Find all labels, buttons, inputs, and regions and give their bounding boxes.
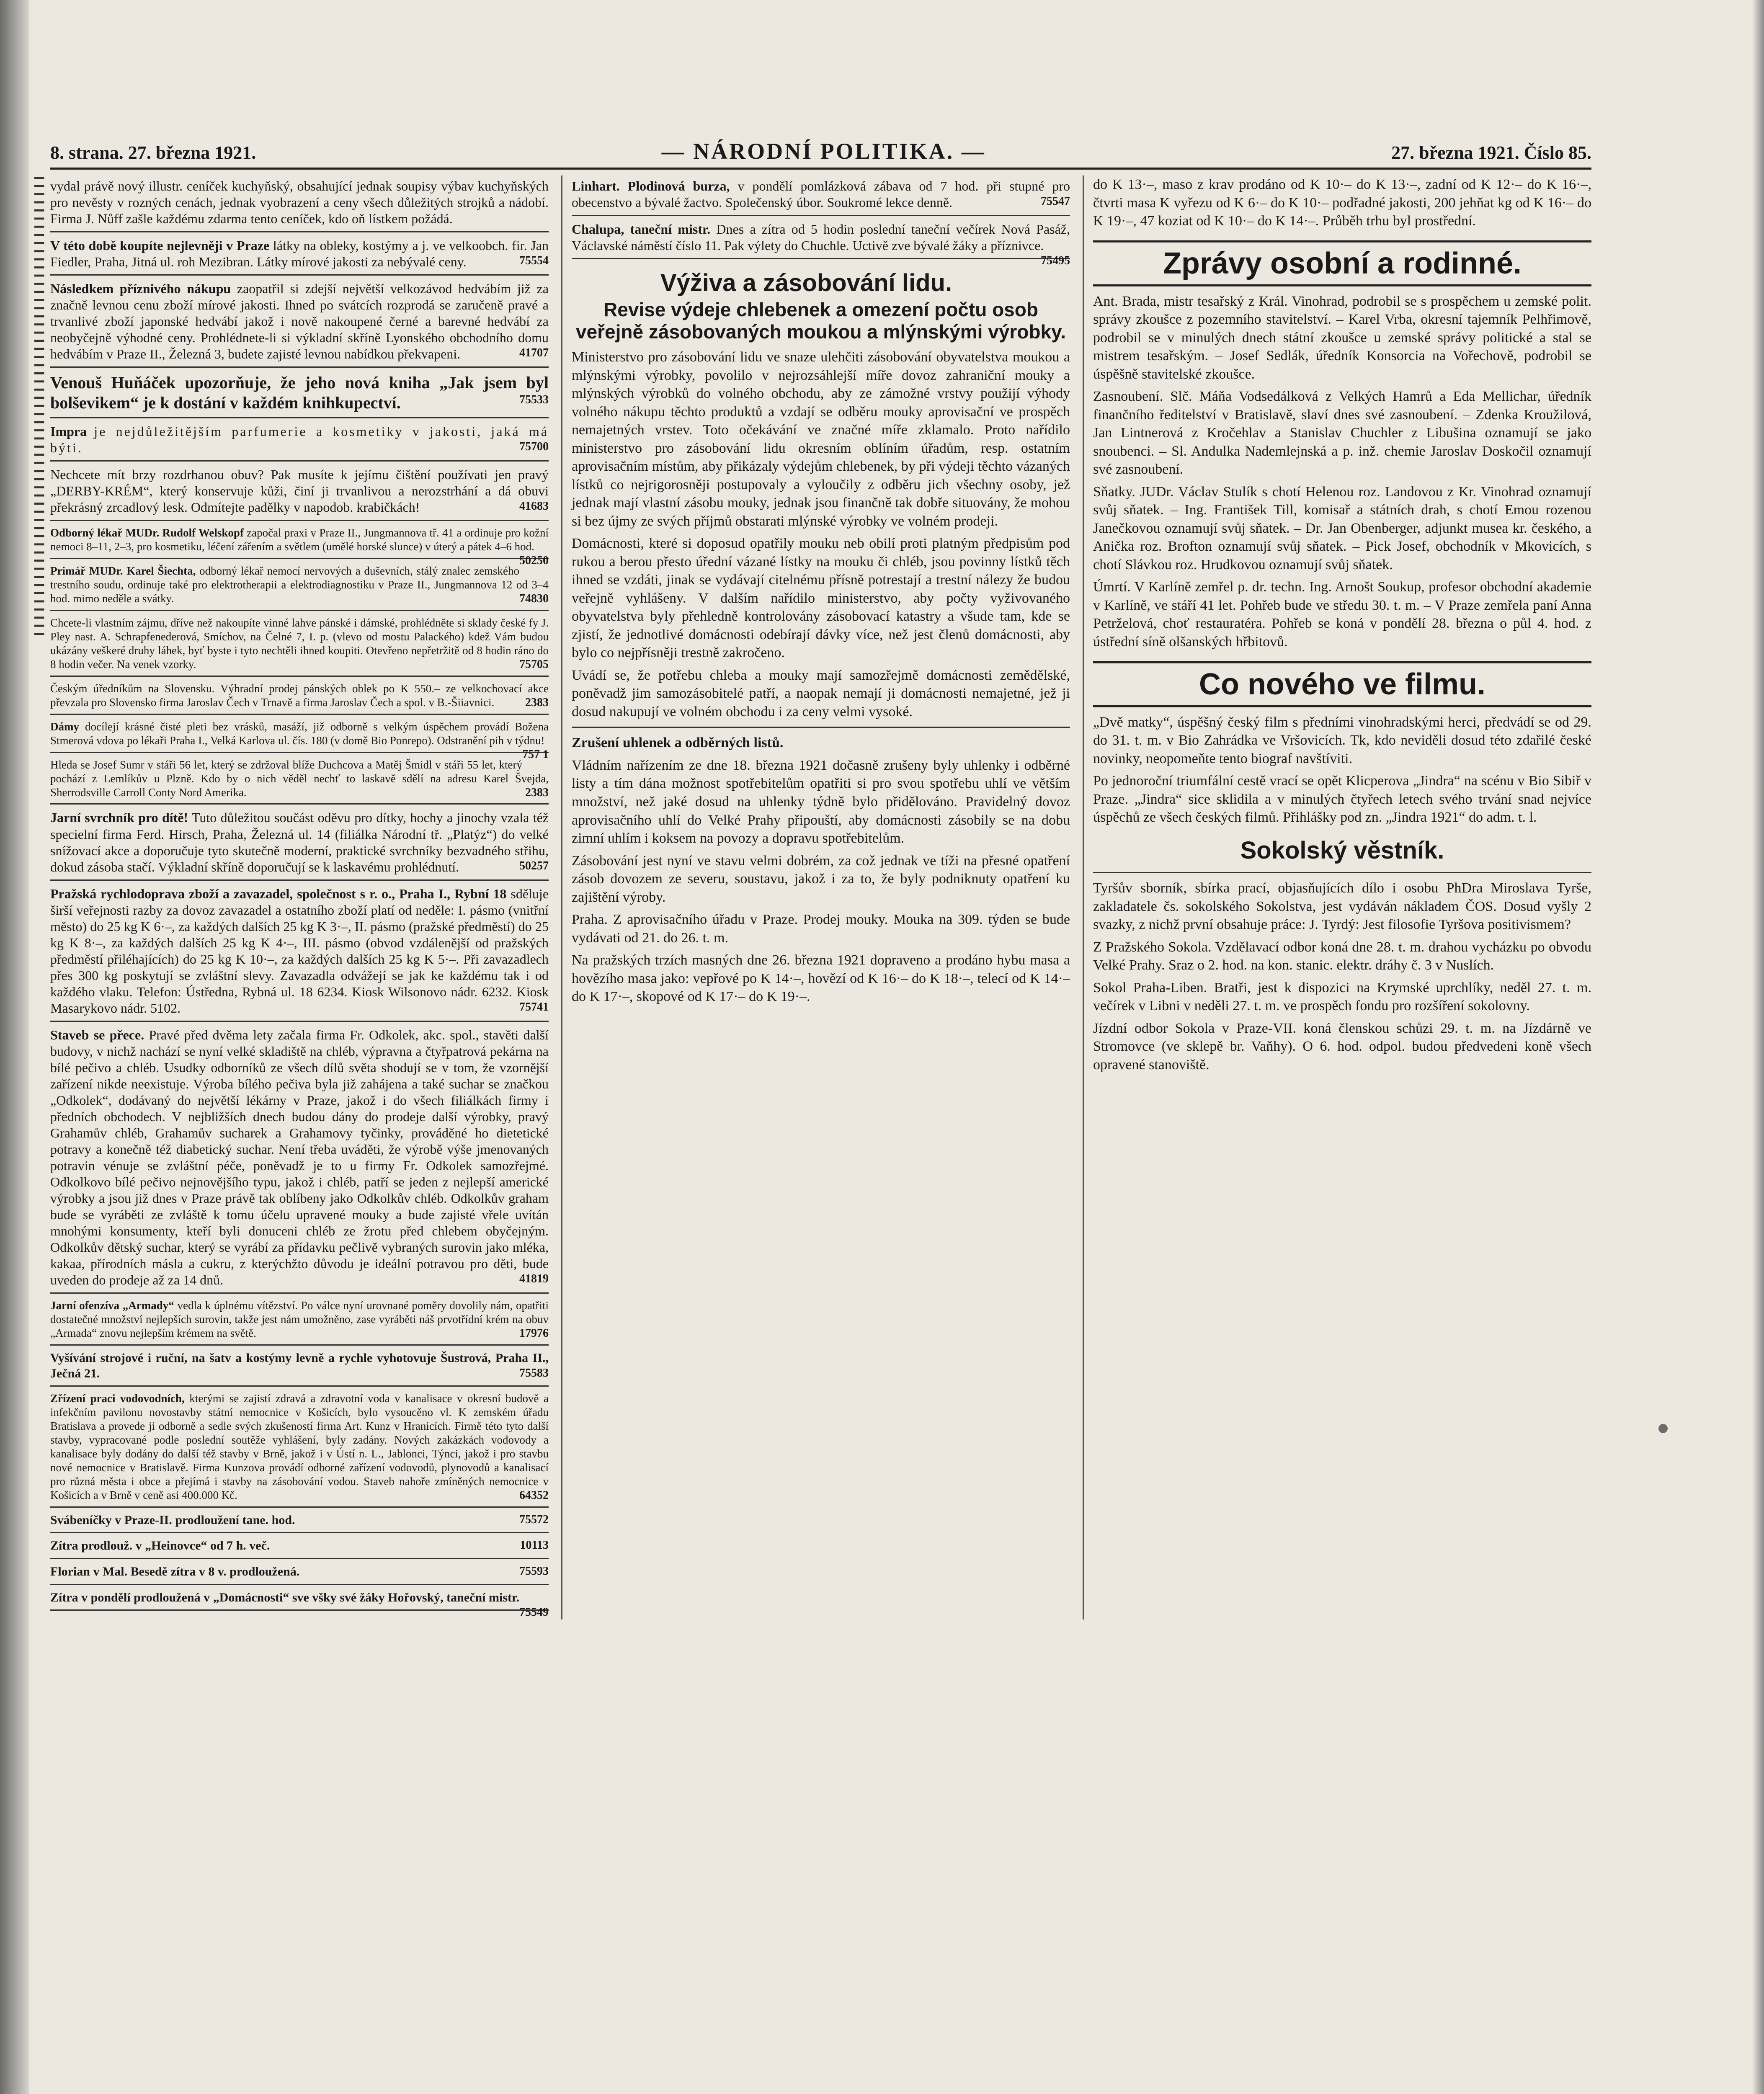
section-title-sokol: Sokolský věstník. — [1240, 836, 1444, 864]
advert-linhart: Linhart. Plodinová burza, v pondělí pomlázková zábava od 7 hod. při stupné pro obecenstvo a bývalé žactvo. Společenský úbor. Soukromé lekce denně. 75547 — [572, 175, 1070, 216]
section-paragraph: Vládním nařízením ze dne 18. března 1921 dočasně zrušeny byly uhlenky i odběrné listy a tím dána možnost spotřebitelům opatřiti si pro svou spotřebu uhlí ve větším množství, než jaké dosud na uhlenky týdně bylo přidělováno. Pravidelný dovoz aprovisačního uhlí do Velké Prahy připouští, aby domácnosti zásobily se na dobu zimní uhlím i koksem na povozy a dopravu spotřebitelům. — [572, 757, 1070, 846]
header-left: 8. strana. 27. března 1921. — [50, 142, 256, 163]
advert-20: Zítra prodlouž. v „Heinovce“ od 7 h. več. 10113 — [50, 1536, 549, 1559]
section-title-film: Co nového ve filmu. — [1093, 661, 1591, 707]
article-subtitle: Revise výdeje chlebenek a omezení počtu osob veřejně zásobovaných moukou a mlýnskými výrobky. — [575, 299, 1066, 343]
article-heading — [572, 268, 1070, 343]
advert-7: Odborný lékař MUDr. Rudolf Welskopf započal praxi v Praze II., Jungmannova tř. 41 a ordinuje pro kožní nemoci 8–11, 2–3, pro kosmetiku, léčení zářením a světlem (umělé horské slunce) v úterý a pátek 4–6 hod. 50250 — [50, 524, 549, 559]
advert-15: Staveb se přece. Pravé před dvěma lety začala firma Fr. Odkolek, akc. spol., stavěti další budovy, v nichž nachází se nyní velké skladiště na chléb, výpravna a čtyřpatrová pekárna na bílé pečivo a chléb. Usudky odborníků ze všech dílů světa shodují se v tom, že vzornější zařízení nikde neexistuje. Výroba bílého pečiva byla již zahájena a také suchar se značkou „Odkolek“, dodávaný do největší lékárny v Praze, jakož i do všech filiálkách firmy i předních obchodech. V nejbližších dnech budou dány do prodeje další výrobky, pravý Grahamův chléb, Grahamův sucharek a Grahamovy tyčinky, prováděné ho dietetické potravy a konečně též diabetický suchar. Není třeba uváděti, že výrobě výše jmenovaných potravin vénuje se zvláštní péče, poněvadž je to u firmy Fr. Odkolek samozřejmé. Odkolkovo bílé pečivo nejnovějšího typu, jakož i chléb, patří se jeden z nejlepší americké výrobky a jsou již dnes v Praze právě tak oblíbeny jako Odkolkův chléb. Odkolkův graham bude se vyráběti ze zvláště k tomu účelu upravené mouky a bude zajisté vřele uvítán mnohými konsumenty, kteří byli donuceni chléb ze žrotu před chlebem obyčejným. Odkolkův dětský suchar, který se vyrábí za přídavku pečlivě vybraných surovin jako mléka, kakaa, přírodních másla a cukru, z kterýchžto důvodu je ideální potravou pro děti, bude uveden do prodeje až za 14 dnů. 41819 — [50, 1024, 549, 1294]
film-paragraph: „Dvě matky“, úspěšný český film s předními vinohradskými herci, předvádí se od 29. do 31. t. m. v Bio Zahrádka ve Vršovicích. Tk, kdo neviděli dosud této zdařilé české novinky, neopomeňte tento biograf navštíviti. — [1093, 714, 1591, 766]
advert-18: Zřízení praci vodovodních, kterými se zajistí zdravá a zdravotní voda v kanalisace v okresní budově a infekčním pavilonu novostavby státní nemocnice v Košicích, bylo vysoucěno vl. K zemském úřadu Bratislava a provede ji odborně a sedle svých zkušeností firma Art. Kunz v Hranicích. Firmě této tyto další stavby, vypracované podle poslední soutěže vyhlášení, byly zadány. Nových zakázkách vodovody a kanalisace byly dodány do další též stavby v Brně, jakož i v Ústí n. L., Jablonci, Týnci, jakož i pro stavbu nové nemocnice v Bratislavě. Firma Kunzova provádí odborné zařízení vodovodů, plynovodů a kanalisací pro různá města i obce a přejímá i stavby na zásobování vodou. Staveb nahoře zmíněných nemocnice v Košicích a v Brně v ceně asi 400.000 Kč. 64352 — [50, 1389, 549, 1508]
advert-6: Nechcete mít brzy rozdrhanou obuv? Pak musíte k jejímu čištění používati jen pravý „DERBY-KRÉM“, který konservuje kůži, činí ji trvanlivou a nerozstrhání a dá obuvi překrásný zrcadlový lesk. Odmítejte padělky v napodob. krabičkách! 41683 — [50, 464, 549, 521]
advert-3: Následkem příznivého nákupu zaopatřil si zdejší největší velkozávod hedvábím již za značně levnou cenu zboží mírové jakosti. Ihned po svátcích rozprodá se zaručeně pravé a trvanlivé zboží japonské hedvábí jakož i nově nakoupené černé a barevné hedvábí za neobyčejně výhodné ceny. Prohlédnete-li si výkladní skříně Lyonského obchodního domu hedvábím v Praze II., Železná 3, budete zajisté levnou nabídkou překvapeni. 41707 — [50, 278, 549, 368]
advert-4: Venouš Huňáček upozorňuje, že jeho nová kniha „Jak jsem byl bolševikem“ je k dostání v každém knihkupectví. 75533 — [50, 370, 549, 418]
advert-chalupa: Chalupa, taneční mistr. Dnes a zítra od 5 hodin poslední taneční večírek Nová Pasáž, Václavské náměstí číslo 11. Pak výlety do Chuchle. Uctivě zve bývalé žáky a příznivce. 75495 — [572, 219, 1070, 259]
advert-10: Českým úředníkům na Slovensku. Výhradní prodej pánských oblek po K 550.– ze velkochovací akce převzala pro Slovensko firma Jaroslav Čech v Trnavě a firma Jaroslav Čech a spol. v B.-Šiiavnici. 2383 — [50, 679, 549, 715]
advert-19: Svábeníčky v Praze-II. prodloužení tane. hod. 75572 — [50, 1510, 549, 1534]
advert-9: Chcete-li vlastním zájmu, dříve než nakoupíte vinné lahve pánské i dámské, prohlédněte si sklady české fy J. Pley nast. A. Schrapfenederová, Smíchov, na Čelné 7, I. p. (vlevo od mostu Palackého) kdež Vám budou ukázány veškeré druhy láhek, byť byste i tyto nechtěli ihned koupiti. Otevřeno nepřetržitě od 8 hodin ráno do 8 hodin večer. Na venek vzorky. 75705 — [50, 614, 549, 677]
columns — [50, 175, 1591, 1619]
advert-1: vydal právě nový illustr. ceníček kuchyňský, obsahující jednak soupisy výbav kuchyňských pro nevěsty v rozných cenách, jednak vyobrazení a ceny všech důležitých strojků a nádobí. Firma J. Nůff zašle každému zdarma tento ceníček, kdo oň lístkem požádá. — [50, 175, 549, 232]
advert-2: V této době koupíte nejlevněji v Praze látky na obleky, kostýmy a j. ve velkoobch. fir. Jan Fiedler, Praha, Jitná ul. roh Mezibran. Látky mírové jakosti za nebývalé ceny. 75554 — [50, 235, 549, 276]
advert-13: Jarní svrchník pro dítě! Tuto důležitou součást oděvu pro dítky, hochy a jinochy vzala též specielní firma Ferd. Hirsch, Praha, Železná ul. 14 (filiálka Národní tř. „Platýz“) do velké snížovací akce a doporučuje tyto skutečně moderní, praktické svrchníky bezvadného střihu, dokud zásoba stačí. Výkladní skříně doporučují se k laskavému prohlédnutí. 50257 — [50, 807, 549, 880]
section-paragraph: Zásobování jest nyní ve stavu velmi dobrém, za což jednak ve tíži na přesné opatření zásob dovozem ze severu, soustavu, jakož i za to, že byly podniknuty opatření ku zajištění výroby. — [572, 853, 1070, 905]
personal-paragraph: Zasnoubení. Slč. Máňa Vodsedálková z Velkých Hamrů a Eda Mellichar, úředník finančního ředitelství v Bratislavě, slaví dnes své zasnoubení. – Zdenka Kroužilová, Jan Lintnerová z Kročehlav a Stanislav Chuchler z Libušina oznamují se jako snoubenci. – Sl. Andulka Nademlejnská a p. inž. chemie Jaroslav Doskočil oznamují své zasnoubení. — [1093, 389, 1591, 477]
section-heading: Zrušení uhlenek a odběrných listů. — [572, 735, 784, 751]
header-right: 27. března 1921. Číslo 85. — [1391, 142, 1591, 163]
advert-8: Primář MUDr. Karel Šiechta, odborný lékař nemocí nervových a duševních, stálý znalec zemského trestního soudu, ordinuje také pro elektrotherapii a elektrodiagnostiku v Praze II., Jungmannova 12 od 3–4 hod. mimo neděle a svátky. 74830 — [50, 562, 549, 611]
divider — [1093, 872, 1591, 873]
column-3 — [1083, 175, 1591, 1619]
advert-12: Hleda se Josef Sumr v stáři 56 let, který se zdržoval blíže Duchcova a Matěj Šmidl v stáři 55 let, který pochází z Lemlíkův u Plzně. Kdo by o nich věděl nechť to laskavě sdělí na adresu Karel Švejda, Sherrodsville Carroll Conty Nord Amerika. 2383 — [50, 756, 549, 805]
article-paragraph: Uvádí se, že potřebu chleba a mouky mají samozřejmě domácnosti zemědělské, poněvadž jim samozásobitelé patří, a naopak nemají ji domácnosti nemajetné, jež ji dosud nakupují ve volném obchodu i za ceny velmi vysoké. — [572, 667, 1070, 719]
column-1 — [50, 175, 549, 1619]
film-paragraph: Po jednoroční triumfální cestě vrací se opět Klicperova „Jindra“ na scénu v Bio Sibiř v Praze. „Jindra“ sice sklidila a v minulých čtyřech letech svého trvání snad nejvíce úspěchů ze všech českých filmů. Přihlášky pod zn. „Jindra 1921“ do adm. t. l. — [1093, 773, 1591, 825]
market-report-end: do K 13·–, maso z krav prodáno od K 10·– do K 13·–, zadní od K 12·– do K 16·–, čtvrti masa K vyřezu od K 6·– do K 10·– podřadné jakosti, 200 jehňat kg od K 16·– do K 19·–, 47 koziat od K 10·– do K 14·–. Průběh trhu byl prostřední. — [1093, 177, 1591, 229]
article-paragraph: Domácnosti, které si doposud opatřily mouku neb obilí proti platným předpisům pod rukou a berou přesto úřední vázané lístky na mouku či chléb, jsou povinny lístků těch ihned se vzdáti, jinak se vydávají citelnému přísně potrestají a trestní nálezy že budou veřejně vyhlášeny. V dalším nařídilo ministerstvo, aby počty vyživovaného obyvatelstva byly přehledně kontrolovány zásobovací katastry a všude tam, kde se zjistí, že jednotlivé domácnosti odebírají dávky více, než jest členů domácnosti, aby bylo co nejpřísněji trestně zakročeno. — [572, 536, 1070, 661]
article-paragraph: Ministerstvo pro zásobování lidu ve snaze ulehčiti zásobování obyvatelstva moukou a mlýnskými výrobky, povolilo v nejrozsáhlejší míře dovoz zahraniční mouky a mlýnských výrobků do volného obchodu, aby ze zámožné vrstvy použijí výhody volného nákupu těchto produktů a vzdají se odběru mouky aprovisační ve prospěch nemajetných vrstev. Toto očekávání ve značné míře zklamalo. Proto nařídilo ministerstvo pro zásobování lidu okresním oblíním úřadům, resp. ostatním aprovisačním místům, aby přikázaly výdejům chlebenek, by při výdeji těchto vázaných lístků co nejrigorosněji postupovaly a vyloučily z odběru jich všechny osoby, jež jednak mají vlastní zásobu mouky, jednak jsou finančně tak dobře situovány, že mohou si bez újmy ze svých příjmů obstarati mlýnské výrobky ve volném prodeji. — [572, 349, 1070, 529]
column-2 — [561, 175, 1070, 1619]
advert-5: Impra je nejdůležitějším parfumerie a kosmetiky v jakosti, jaká má býti. 75700 — [50, 421, 549, 462]
masthead-title: — NÁRODNÍ POLITIKA. — — [661, 139, 986, 164]
scan-edge-shadow — [0, 0, 29, 2094]
advert-14: Pražská rychlodoprava zboží a zavazadel, společnost s r. o., Praha I., Rybní 18 sděluje širší veřejnosti razby za dovoz zavazadel a ostatního zboží platí od neděle: I. pásmo (vnitřní město) do 25 kg K 6·–, za každých dalších 25 kg K 3·–, II. pásmo (pražské předměstí) do 25 kg K 8·–, za každých dalších 25 kg K 4·–, III. pásmo (obvod vzdálenější od pražských předměstí přiléhajících) do 25 kg K 10·–, za každých dalších 25 kg K 5·–. Při zavazadlech přes 300 kg poskytují se zvláštní slevy. Zavazadla odvážejí se jak ke každému tak i od každého vlaku. Telefon: Ústředna, Rybná ul. 18 6234. Kiosk Wilsonovo nádr. 6232. Kiosk Masarykovo nádr. 5102. 75741 — [50, 883, 549, 1022]
advert-11: Dámy docílejí krásné čisté pleti bez vrásků, masáží, již odborně s velkým úspěchem provádí Božena Stmerová vdova po lékaři Praha I., Velká Karlova ul. čís. 180 (v domě Bio Ponrepo). Odstranění pih v týdnu! 757 1 — [50, 717, 549, 753]
article-title: Výživa a zásobování lidu. — [660, 269, 952, 297]
scan-edge-shadow-right — [1752, 0, 1764, 2094]
sokol-paragraph: Sokol Praha-Liben. Bratři, jest k dispozici na Krymské uprchlíky, neděl 27. t. m. večírek v Libni v neděli 27. t. m. ve prospěch fondu pro rozšíření sokolovny. — [1093, 980, 1591, 1014]
personal-paragraph: Sňatky. JUDr. Václav Stulík s chotí Helenou roz. Landovou z Kr. Vinohrad oznamují svůj sňatek. – Ing. František Till, komisař a státních drah, s chotí Emou rozenou Janečkovou oznamují svůj sňatek. – Dr. Jan Obenberger, adjunkt musea kr. českého, a Anička roz. Brofton oznamují svůj sňatek. – Pick Josef, obchodník v Mkovicích, s chotí Slávkou roz. Hrudkovou oznamují svůj sňatek. — [1093, 484, 1591, 572]
sokol-paragraph: Jízdní odbor Sokola v Praze-VII. koná členskou schůzi 29. t. m. na Jízdárně ve Stromovce (ve sklepě br. Vaňhy). O 6. hod. odpol. budou předvedeni koně všech opravené stanoviště. — [1093, 1020, 1591, 1073]
advert-16: Jarní ofenzíva „Armady“ vedla k úplnému vítězství. Po válce nyní urovnané poměry dovolily nám, opatřiti dostatečné množství nejlepších surovin, takže jest nám umožněno, zase vyráběti náš prvotřídní krém na obuv „Armada“ znovu nejlepším krémem na světě. 17976 — [50, 1296, 549, 1346]
sokol-paragraph: Z Pražského Sokola. Vzdělavací odbor koná dne 28. t. m. drahou vycházku po obvodu Velké Prahy. Sraz o 2. hod. na kon. stanic. elektr. dráhy č. 3 v Nuslích. — [1093, 939, 1591, 973]
section-paragraph: Na pražských trzích masných dne 26. března 1921 dopraveno a prodáno hybu masa a hovězího masa jako: vepřové po K 14·–, hovězí od K 16·– do K 18·–, telecí od K 14·– do K 17·–, skopové od K 17·– do K 19·–. — [572, 952, 1070, 1005]
newspaper-page — [50, 138, 1591, 2094]
section-paragraph: Praha. Z aprovisačního úřadu v Praze. Prodej mouky. Mouka na 309. týden se bude vydávati od 21. do 26. t. m. — [572, 912, 1070, 946]
margin-marks: IIIIIIIIIIIIIIIIIIIIIIIIIIIIIIIIIIIIIIIIIIIIIIIIIIIIIIIII — [31, 176, 47, 640]
section-title-personal: Zprávy osobní a rodinné. — [1093, 240, 1591, 286]
personal-paragraph: Ant. Brada, mistr tesařský z Král. Vinohrad, podrobil se s prospěchem u zemské polit. správy zkoušce z pozemního stavitelství. – Karel Vrba, okresní tajemník Pelhřimově, podrobil se v minulých dnech státní zkoušce u zemské správy politické a stal se mistrem tesařským. – Josef Sedlák, úředník Konsorcia na Vořechově, podrobil se úspěšně stavitelské zkoušce. — [1093, 293, 1591, 382]
divider — [572, 727, 1070, 728]
advert-21: Florian v Mal. Besedě zítra v 8 v. prodloužená. 75593 — [50, 1562, 549, 1585]
advert-17: Vyšívání strojové i ruční, na šatv a kostýmy levně a rychle vyhotovuje Šustrová, Praha II., Ječná 21. 75583 — [50, 1348, 549, 1387]
advert-22: Zítra v pondělí prodloužená v „Domácnosti“ sve všky své žáky Hořovský, taneční mistr. 75549 — [50, 1588, 549, 1611]
sokol-paragraph: Tyršův sborník, sbírka prací, objasňujících dílo i osobu PhDra Miroslava Tyrše, zakladatele čs. sokolského Sokolstva, jest vydáván nákladem ČOS. Dosud vyšly 2 svazky, z nichž první obsahuje práce: J. Tyrdý: Jest filosofie Tyršova positivismem? — [1093, 880, 1591, 933]
paper-stain — [1658, 1424, 1668, 1433]
page-header — [50, 138, 1591, 170]
personal-paragraph: Úmrtí. V Karlíně zemřel p. dr. techn. Ing. Arnošt Soukup, profesor obchodní akademie v Karlíně, ve stáří 41 let. Pohřeb bude ve středu 30. t. m. – V Praze zemřela paní Anna Petrželová, choť restauratéra. Pohřeb se koná v pondělí 28. března o půl 4. hod. z ústřední síně olšanských hřbitovů. — [1093, 579, 1591, 650]
